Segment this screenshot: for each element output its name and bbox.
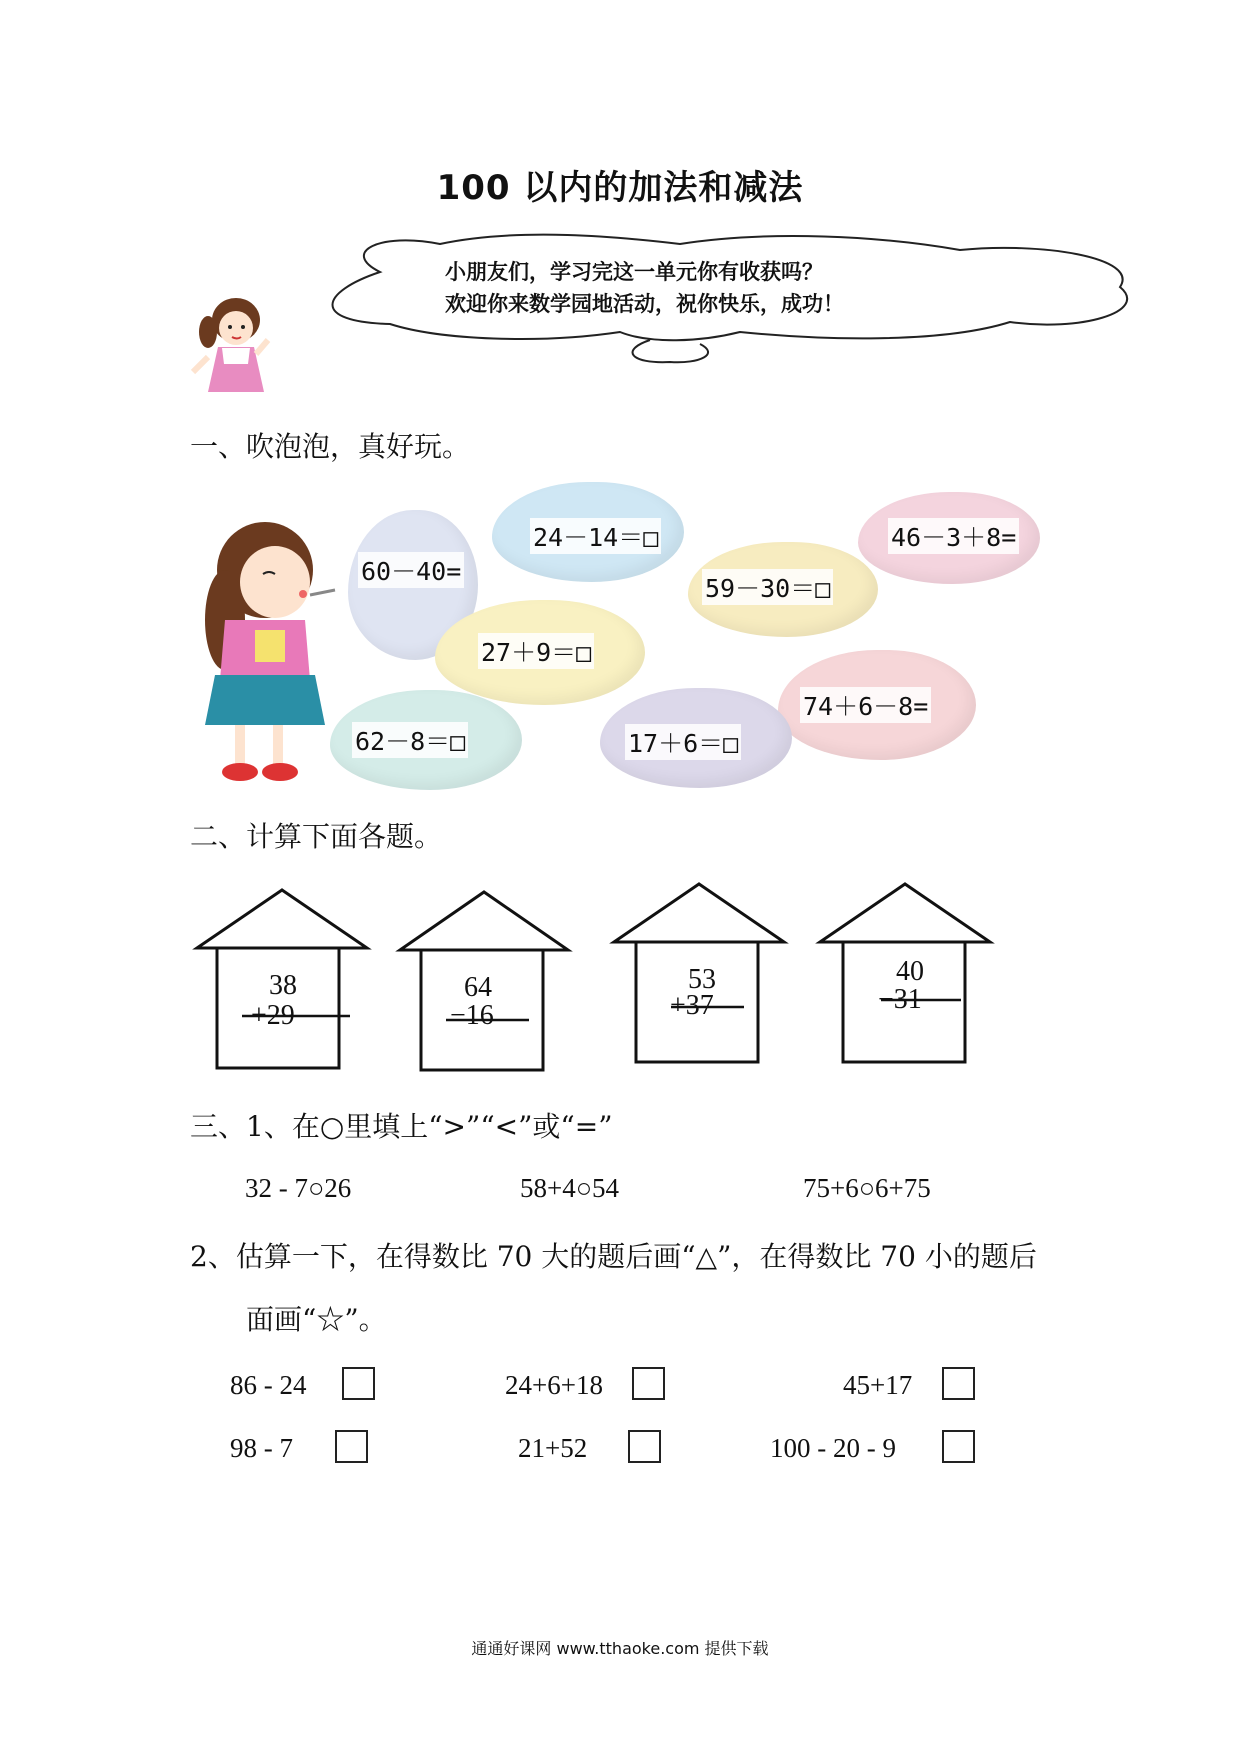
estimate-answer-box-4[interactable] [335, 1430, 368, 1463]
estimate-expr-2: 24+6+18 [505, 1370, 603, 1400]
estimate-answer-box-1[interactable] [342, 1367, 375, 1400]
estimate-answer-box-5[interactable] [628, 1430, 661, 1463]
bubble-equation-7: 62－8＝□ [352, 722, 468, 758]
bubble-equation-4: 46－3＋8= [888, 518, 1019, 554]
estimate-expr-4: 98 - 7 [230, 1433, 293, 1463]
house-2-bottom-operand: −16 [450, 1000, 494, 1031]
bubble-equation-2: 24－14＝□ [530, 518, 661, 554]
estimate-expr-1: 86 - 24 [230, 1370, 307, 1400]
bubble-equation-6: 74＋6－8= [800, 687, 931, 723]
house-3-top-number: 53 [688, 964, 716, 995]
footer-credit: 通通好课网 www.tthaoke.com 提供下载 [471, 1639, 769, 1658]
compare-item-1: 32 - 7○26 [245, 1173, 352, 1203]
bubble-equation-3: 59－30＝□ [702, 569, 833, 605]
estimate-answer-box-3[interactable] [942, 1367, 975, 1400]
section-3-heading: 三、1、在○里填上“>”“<”或“=” [190, 1110, 613, 1143]
question-2-line-2: 面画“☆”。 [246, 1303, 387, 1336]
compare-item-3: 75+6○6+75 [803, 1173, 931, 1203]
house-1-bottom-operand: +29 [251, 1000, 295, 1031]
house-1-top-number: 38 [269, 970, 297, 1001]
bubble-equation-1: 60－40= [358, 552, 464, 588]
question-2-line-1: 2、估算一下，在得数比 70 大的题后画“△”，在得数比 70 小的题后 [190, 1240, 1037, 1273]
house-3-bottom-operand: +37 [670, 990, 714, 1021]
house-4-bottom-operand: −31 [878, 984, 922, 1015]
house-4-top-number: 40 [896, 956, 924, 987]
estimate-answer-box-2[interactable] [632, 1367, 665, 1400]
house-2-top-number: 64 [464, 972, 492, 1003]
girl-illustration [188, 292, 283, 402]
bubble-equation-5: 27＋9＝□ [478, 633, 594, 669]
speech-cloud [320, 232, 1150, 372]
estimate-expr-6: 100 - 20 - 9 [770, 1433, 896, 1463]
estimate-expr-5: 21+52 [518, 1433, 588, 1463]
compare-item-2: 58+4○54 [520, 1173, 620, 1203]
section-2-heading: 二、计算下面各题。 [190, 820, 443, 853]
section-1-heading: 一、吹泡泡，真好玩。 [190, 430, 471, 463]
cloud-line-2: 欢迎你来数学园地活动，祝你快乐，成功！ [445, 292, 844, 316]
page-title: 100 以内的加法和减法 [436, 168, 804, 208]
bubble-equation-8: 17＋6＝□ [625, 724, 741, 760]
cloud-line-1: 小朋友们，学习完这一单元你有收获吗？ [445, 260, 823, 284]
estimate-answer-box-6[interactable] [942, 1430, 975, 1463]
estimate-expr-3: 45+17 [843, 1370, 913, 1400]
